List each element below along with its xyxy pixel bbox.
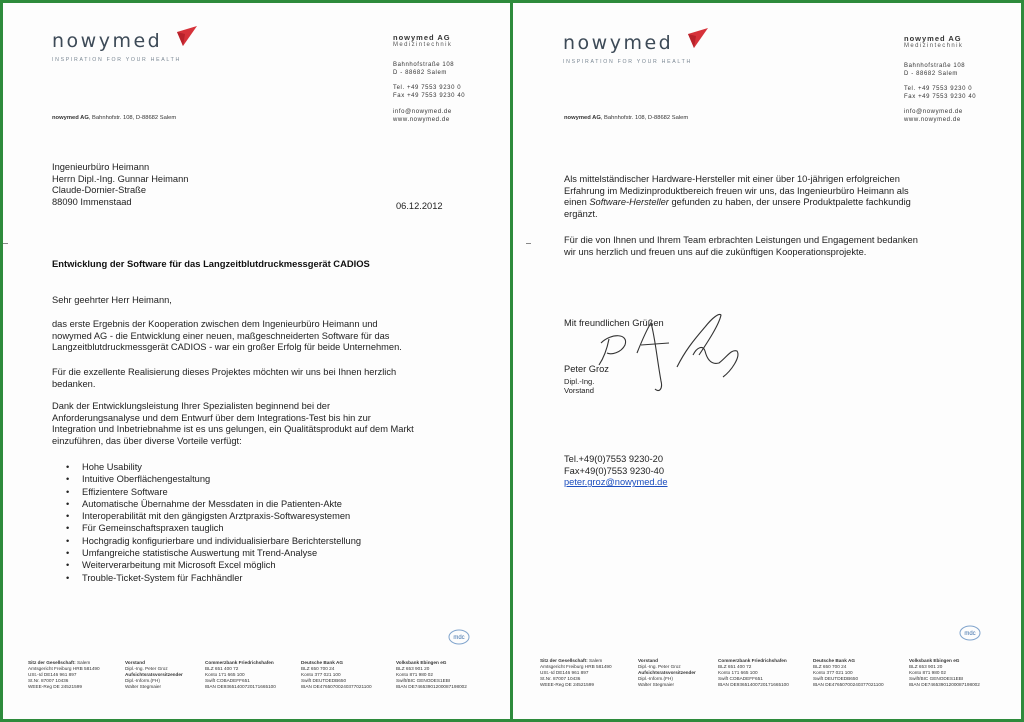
certification-badge (444, 628, 474, 641)
paragraph-line: wir uns herzlich und freuen uns auf die zukünftigen Kooperationsprojekte. (564, 246, 867, 257)
phone-line: Tel. +49 7553 9230 0 (904, 86, 973, 92)
paragraph-introduction (564, 174, 911, 220)
footer-line: Aufsichtsratsvorsitzender (638, 670, 696, 676)
fold-mark (526, 243, 531, 244)
certification-label: mdc (453, 635, 465, 641)
fax-line: Fax +49 7553 9230 40 (393, 93, 466, 100)
footer-line: Konto 871 980 02 (909, 670, 947, 676)
letter-page-1 (3, 3, 510, 719)
paragraph-line: einzuführen, das über diverse Vorteile verfügt: (52, 435, 242, 446)
recipient-block (52, 162, 188, 208)
footer-line: Aufsichtsratsvorsitzender (125, 672, 183, 678)
italic-emphasis: Software-Hersteller (589, 197, 669, 208)
paragraph-thanks (52, 367, 396, 390)
footer-line: Swift COBADEFF651 (718, 676, 763, 682)
company-name: nowymed AG (904, 34, 962, 43)
brand-logo-text: nowymed (563, 32, 674, 54)
footer-col-volksbank (909, 658, 980, 688)
footer-line: IBAN DE93651400720171665100 (718, 682, 789, 688)
footer-line: Amtsgericht Freiburg HRB 581490 (540, 664, 612, 670)
footer-line: BLZ 651 400 72 (205, 666, 239, 672)
footer-line: Dipl.-Ing. Peter Groz (125, 666, 168, 672)
footer-line: IBAN DE74653901200087198002 (909, 682, 980, 688)
paragraph-cooperation (52, 319, 402, 354)
brand-logo-mark (173, 24, 199, 48)
footer-heading: Sitz der Gesellschaft: (28, 660, 76, 665)
footer-line: IBAN DE47650700240377021100 (301, 684, 372, 690)
footer-line: BLZ 650 700 24 (813, 664, 847, 670)
handwritten-signature (581, 303, 761, 399)
feature-item: • Automatische Übernahme der Messdaten in die Patienten-Akte (63, 498, 361, 510)
text-segment: gefunden zu haben, der unsere Produktpalette fachkundig (668, 197, 911, 208)
company-web (393, 108, 452, 125)
website-line[interactable]: www.nowymed.de (393, 117, 450, 124)
website-line[interactable]: www.nowymed.de (904, 117, 961, 124)
footer-heading-rest: Salem (75, 660, 91, 665)
footer-line: Swift DEUTDEDB650 (301, 678, 347, 684)
footer-line: BLZ 651 400 72 (718, 664, 752, 670)
footer-col-board (125, 660, 183, 690)
brand-logo-text: nowymed (52, 30, 163, 52)
footer-line: Konto 871 980 02 (396, 672, 434, 678)
paragraph-line: Dank der Entwicklungsleistung Ihrer Spezialisten beginnend bei der (52, 401, 331, 411)
footer-col-registration (28, 660, 100, 690)
company-name: nowymed AG (393, 33, 451, 42)
footer-line: Walter Stegmaier (125, 684, 162, 690)
footer-heading: Vorstand (638, 658, 658, 663)
paragraph-line: das erste Ergebnis der Kooperation zwischen dem Ingenieurbüro Heimann und (52, 319, 378, 329)
company-address (904, 62, 965, 79)
paragraph-line: bedanken. (52, 378, 96, 389)
paragraph-line: Erfahrung im Medizinproduktbereich freuen wir uns, das Ingenieurbüro Heimann als (564, 185, 909, 196)
feature-item: • Weiterverarbeitung mit Microsoft Excel möglich (63, 559, 361, 571)
footer-heading: Deutsche Bank AG (813, 658, 856, 663)
footer-line: Amtsgericht Freiburg HRB 581490 (28, 666, 100, 672)
company-contact (904, 85, 976, 102)
footer-line: IBAN DE47650700240377021100 (813, 682, 884, 688)
brand-tagline: INSPIRATION FOR YOUR HEALTH (52, 57, 181, 63)
footer-line: Swift/BIC GENODES1EBI (909, 676, 964, 682)
feature-item: • Hohe Usability (63, 461, 361, 473)
certification-label: mdc (964, 631, 976, 637)
paragraph-line: Langzeitblutdruckmessgerät CADIOS - war ein großer Erfolg für beide Unternehmen. (52, 342, 402, 353)
footer-col-board (638, 658, 696, 688)
paragraph-line: ergänzt. (564, 208, 598, 219)
salutation: Sehr geehrter Herr Heimann, (52, 295, 172, 305)
paragraph-line: Für die exzellente Realisierung dieses Projektes möchten wir uns bei Ihnen herzlich (52, 367, 397, 377)
footer-line: IBAN DE93651400720171665100 (205, 684, 276, 690)
feature-item: • Trouble-Ticket-System für Fachhändler (63, 572, 361, 584)
sender-address: , Bahnhofstr. 108, D-88682 Salem (600, 115, 689, 121)
direct-fax: Fax+49(0)7553 9230-40 (564, 465, 665, 476)
footer-line: USt.-Id DE146 961 897 (540, 670, 589, 676)
address-line: Bahnhofstraße 108 (393, 62, 455, 68)
footer-line: WEEE-Reg DE 24521599 (540, 682, 594, 688)
footer-line: BLZ 653 901 20 (909, 664, 943, 670)
paragraph-line (564, 197, 911, 209)
feature-list (63, 461, 361, 584)
email-line[interactable]: info@nowymed.de (393, 109, 452, 115)
certification-badge (955, 624, 985, 637)
footer-line: WEEE-Reg DE 24521599 (28, 684, 82, 690)
footer-heading: Volksbank Ebingen eG (396, 660, 447, 665)
signer-title: Dipl.-Ing. (564, 377, 595, 386)
fold-mark (3, 243, 8, 244)
fax-line: Fax +49 7553 9230 40 (904, 94, 977, 101)
footer-heading: Volksbank Ebingen eG (909, 658, 960, 663)
paragraph-line: Anforderungsanalyse und dem Entwurf über dem Integrations-Test bis hin zur (52, 412, 371, 423)
feature-item: • Hochgradig konfigurierbare und individualisierbare Berichterstellung (63, 535, 361, 547)
footer-line: Swift COBADEFF651 (205, 678, 250, 684)
paragraph-line: Integration und Inbetriebnahme ist es uns gelungen, ein Qualitätsprodukt auf dem Markt (52, 424, 414, 435)
footer-heading: Deutsche Bank AG (301, 660, 344, 665)
footer-col-commerzbank (205, 660, 276, 690)
company-address (393, 61, 454, 78)
footer-line: BLZ 650 700 24 (301, 666, 335, 672)
footer-col-commerzbank (718, 658, 789, 688)
footer-heading-rest: Salem (587, 658, 603, 663)
text-segment: einen (564, 197, 590, 208)
footer-line: Konto 377 021 100 (301, 672, 341, 678)
footer-col-deutsche-bank (813, 658, 884, 688)
signer-role: Vorstand (564, 386, 594, 396)
direct-email-link[interactable]: peter.groz@nowymed.de (564, 477, 668, 488)
letter-date: 06.12.2012 (396, 201, 443, 211)
footer-line: Konto 171 665 100 (718, 670, 758, 676)
footer-heading: Vorstand (125, 660, 145, 665)
letter-subject: Entwicklung der Software für das Langzeitblutdruckmessgerät CADIOS (52, 258, 370, 269)
company-contact (393, 84, 465, 101)
company-subtitle: Medizintechnik (393, 42, 453, 48)
recipient-line: Claude-Dornier-Straße (52, 185, 147, 196)
company-web (904, 108, 963, 125)
brand-tagline: INSPIRATION FOR YOUR HEALTH (563, 59, 692, 65)
paragraph-line: Als mittelständischer Hardware-Hersteller mit einer über 10-jährigen erfolgreichen (564, 174, 900, 184)
sender-address: , Bahnhofstr. 108, D-88682 Salem (88, 115, 177, 121)
footer-col-deutsche-bank (301, 660, 372, 690)
feature-item: • Umfangreiche statistische Auswertung mit Trend-Analyse (63, 547, 361, 559)
footer-line: Walter Stegmaier (638, 682, 675, 688)
brand-logo-mark (684, 26, 710, 50)
recipient-line: Herrn Dipl.-Ing. Gunnar Heimann (52, 173, 189, 184)
feature-item: • Intuitive Oberflächengestaltung (63, 473, 361, 485)
company-subtitle: Medizintechnik (904, 43, 964, 49)
recipient-line: Ingenieurbüro Heimann (52, 162, 150, 172)
address-line: D - 88682 Salem (904, 71, 959, 78)
signer-details (564, 377, 594, 396)
signer-name: Peter Groz (564, 364, 609, 374)
footer-col-volksbank (396, 660, 467, 690)
recipient-line: 88090 Immenstaad (52, 196, 132, 207)
footer-line: Konto 377 021 100 (813, 670, 853, 676)
feature-item: • Für Gemeinschaftspraxen tauglich (63, 522, 361, 534)
address-line: Bahnhofstraße 108 (904, 63, 966, 69)
direct-contact (564, 454, 668, 489)
footer-line: St.Nr. 87007 10436 (540, 676, 581, 682)
closing-greeting: Mit freundlichen Grüßen (564, 318, 664, 328)
footer-line: Dipl.-Inform.(FH) (125, 678, 160, 684)
footer-line: Dipl.-Inform.(FH) (638, 676, 673, 682)
sender-line (564, 115, 688, 121)
footer-col-registration (540, 658, 612, 688)
footer-line: BLZ 653 901 20 (396, 666, 430, 672)
paragraph-line: Für die von Ihnen und Ihrem Team erbrachten Leistungen und Engagement bedanken (564, 235, 918, 245)
letter-page-2 (513, 3, 1021, 719)
footer-heading: Commerzbank Friedrichshafen (205, 660, 274, 665)
footer-heading: Sitz der Gesellschaft: (540, 658, 588, 663)
feature-item: • Interoperabilität mit den gängigsten Arztpraxis-Softwaresystemen (63, 510, 361, 522)
address-line: D - 88682 Salem (393, 70, 448, 77)
phone-line: Tel. +49 7553 9230 0 (393, 85, 462, 91)
paragraph-development (52, 401, 414, 447)
footer-line: Dipl.-Ing. Peter Groz (638, 664, 681, 670)
direct-phone: Tel.+49(0)7553 9230-20 (564, 454, 663, 464)
email-line[interactable]: info@nowymed.de (904, 109, 963, 115)
sender-company: nowymed AG (564, 115, 601, 121)
footer-heading: Commerzbank Friedrichshafen (718, 658, 787, 663)
paragraph-line: nowymed AG - die Entwicklung einer neuen, maßgeschneiderten Software für das (52, 330, 390, 341)
sender-company: nowymed AG (52, 115, 89, 121)
footer-line: Swift DEUTDEDB650 (813, 676, 859, 682)
footer-line: Swift/BIC GENODES1EBI (396, 678, 451, 684)
footer-line: St.Nr. 87007 10436 (28, 678, 69, 684)
sender-line (52, 115, 176, 121)
paragraph-closing-thanks (564, 235, 918, 258)
footer-line: IBAN DE74653901200087198002 (396, 684, 467, 690)
footer-line: USt.-Id DE146 961 897 (28, 672, 77, 678)
feature-item: • Effizientere Software (63, 486, 361, 498)
footer-line: Konto 171 665 100 (205, 672, 245, 678)
